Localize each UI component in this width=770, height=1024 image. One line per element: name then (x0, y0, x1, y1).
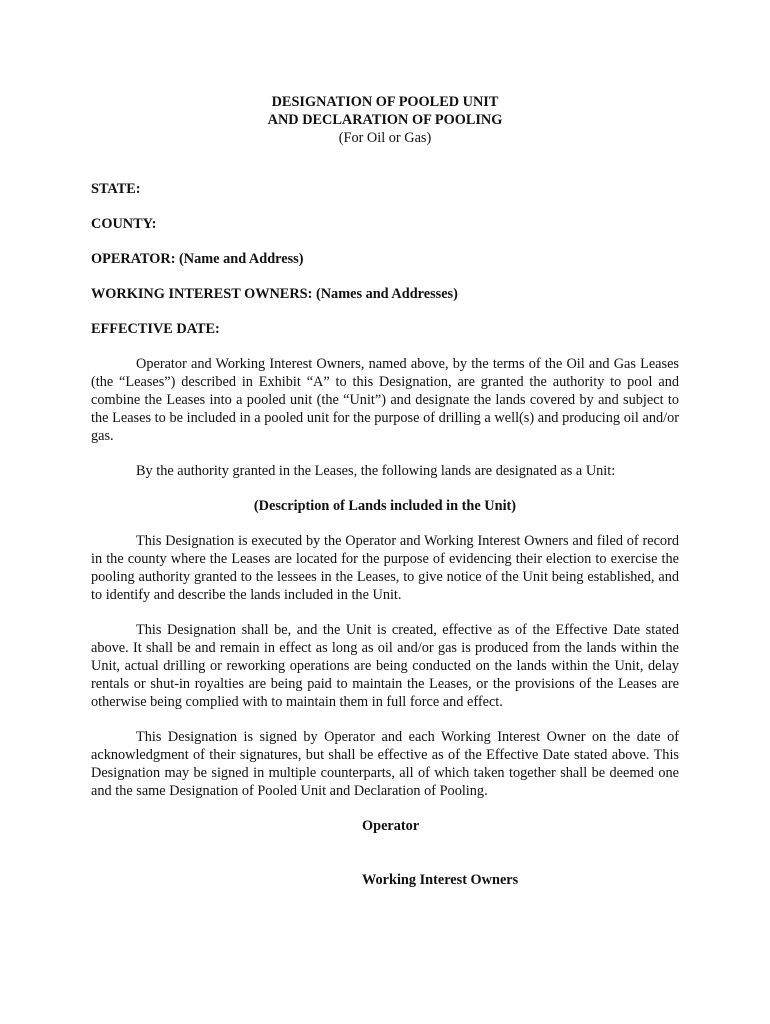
lands-description-heading: (Description of Lands included in the Unit) (253, 498, 517, 514)
effective-date-field: EFFECTIVE DATE: (91, 321, 220, 337)
unit-designation-paragraph: By the authority granted in the Leases, the following lands are designated as a Unit: (136, 463, 616, 479)
operator-signature-label: Operator (362, 818, 420, 834)
state-field: STATE: (91, 181, 141, 197)
document-subtitle: (For Oil or Gas) (338, 130, 432, 146)
effective-term-paragraph: This Designation shall be, and the Unit is created, effective as of the Effective Date stated above. It shall be and remain in effect as long as oil and/or gas is produced from the lands within the Unit, actual drilling or reworking operations are being conducted on the lands within the Unit, delay rentals or shut-in royalties are being paid to maintain the Leases, or the provisions of the Leases are otherwise being complied with to maintain them in full force and effect. (91, 622, 679, 710)
operator-field: OPERATOR: (Name and Address) (91, 251, 304, 267)
execution-paragraph: This Designation is executed by the Operator and Working Interest Owners and filed of record in the county where the Leases are located for the purpose of evidencing their election to exercise the pooling authority granted to the lessees in the Leases, to give notice of the Unit being established, and to identify and describe the lands included in the Unit. (91, 533, 679, 603)
document-title-line-1: DESIGNATION OF POOLED UNIT (271, 94, 499, 110)
title-block (91, 93, 679, 147)
county-field: COUNTY: (91, 216, 157, 232)
pooling-authority-paragraph: Operator and Working Interest Owners, named above, by the terms of the Oil and Gas Leases (the “Leases”) described in Exhibit “A” to this Designation, are granted the authority to pool and combine the Leases into a pooled unit (the “Unit”) and designate the lands covered by and subject to the Leases to be included in a pooled unit for the purpose of drilling a well(s) and producing oil and/or gas. (91, 356, 679, 444)
document-title-line-2: AND DECLARATION OF POOLING (267, 112, 503, 128)
working-interest-owners-signature-label: Working Interest Owners (362, 872, 519, 888)
document-page (91, 93, 679, 889)
working-interest-owners-field: WORKING INTEREST OWNERS: (Names and Addresses) (91, 286, 458, 302)
signature-terms-paragraph: This Designation is signed by Operator and each Working Interest Owner on the date of acknowledgment of their signatures, but shall be effective as of the Effective Date stated above. This Designation may be signed in multiple counterparts, all of which taken together shall be deemed one and the same Designation of Pooled Unit and Declaration of Pooling. (91, 729, 679, 799)
